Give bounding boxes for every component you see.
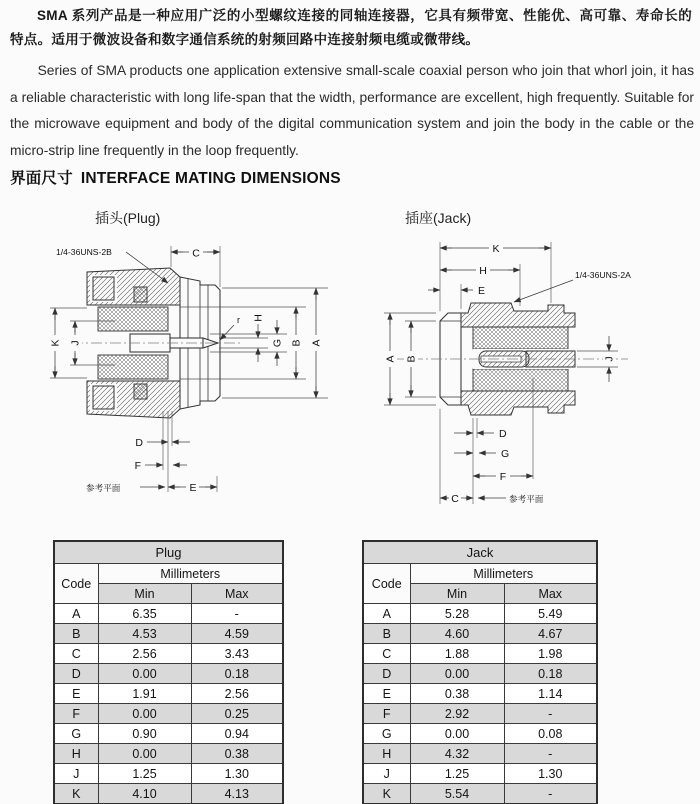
plug-thread-label: 1/4-36UNS-2B <box>56 247 112 257</box>
plug-dielectric-bottom <box>98 355 168 379</box>
cell-min: 1.91 <box>98 684 191 704</box>
cell-max: 0.25 <box>191 704 283 724</box>
jack-dielectric-top <box>473 327 568 349</box>
plug-gasket-bottom <box>134 384 147 399</box>
cell-max: 1.98 <box>504 644 597 664</box>
cell-code: K <box>363 784 410 804</box>
jack-table-max-header: Max <box>504 584 597 604</box>
plug-dim-letter-j: J <box>69 340 82 346</box>
cell-min: 2.56 <box>98 644 191 664</box>
plug-dim-letter-k: K <box>49 339 62 347</box>
cell-max: 4.13 <box>191 784 283 804</box>
table-row <box>54 604 283 624</box>
plug-dimension-table <box>53 540 284 804</box>
plug-table-min-header: Min <box>98 584 191 604</box>
cell-code: E <box>54 684 98 704</box>
cell-min: 0.00 <box>410 724 504 744</box>
cell-max: - <box>191 604 283 624</box>
cell-min: 0.00 <box>410 664 504 684</box>
cell-min: 1.88 <box>410 644 504 664</box>
plug-table-unit-header: Millimeters <box>98 564 283 584</box>
plug-dim-letter-d: D <box>135 437 143 449</box>
cell-code: D <box>363 664 410 684</box>
jack-dielectric-bottom <box>473 369 568 391</box>
plug-dim-letter-g: G <box>271 338 284 348</box>
jack-dim-letter-j: J <box>603 356 616 362</box>
table-row <box>54 724 283 744</box>
cell-min: 0.90 <box>98 724 191 744</box>
plug-dim-letter-c: C <box>192 247 200 260</box>
cell-max: - <box>504 704 597 724</box>
cell-code: H <box>363 744 410 764</box>
plug-ref-plane-label: 参考平面 <box>86 483 121 493</box>
cell-code: H <box>54 744 98 764</box>
cell-min: 0.00 <box>98 704 191 724</box>
section-heading-en: INTERFACE MATING DIMENSIONS <box>80 170 341 187</box>
table-row <box>363 644 597 664</box>
cell-max: 2.56 <box>191 684 283 704</box>
jack-dim-letter-b: B <box>405 355 418 363</box>
jack-table-min-header: Min <box>410 584 504 604</box>
jack-dim-letter-a: A <box>384 355 397 363</box>
cell-min: 1.25 <box>98 764 191 784</box>
table-row <box>363 724 597 744</box>
cell-code: E <box>363 684 410 704</box>
table-row <box>363 784 597 804</box>
jack-drawing <box>378 226 698 526</box>
table-row <box>54 624 283 644</box>
plug-dim-letter-a: A <box>310 339 323 347</box>
jack-table-code-header: Code <box>363 564 410 604</box>
jack-dim-letter-h: H <box>479 265 487 277</box>
plug-gasket-top <box>134 287 147 302</box>
plug-table-max-header: Max <box>191 584 283 604</box>
plug-knurl-block-bottom <box>93 386 114 409</box>
table-row <box>363 624 597 644</box>
plug-dim-letter-e: E <box>189 482 197 494</box>
cell-code: A <box>54 604 98 624</box>
cell-max: - <box>504 784 597 804</box>
cell-max: 1.30 <box>191 764 283 784</box>
section-heading <box>10 166 341 188</box>
jack-dim-letter-e: E <box>478 285 486 297</box>
cell-code: G <box>363 724 410 744</box>
cell-code: C <box>363 644 410 664</box>
plug-table-title: Plug <box>54 541 283 564</box>
cell-max: 3.43 <box>191 644 283 664</box>
cell-max: - <box>504 744 597 764</box>
jack-table-unit-header: Millimeters <box>410 564 597 584</box>
intro-paragraph-en: Series of SMA products one application extensive small-scale coaxial person who join that whorl join, it has a reliable characteristic with long life-span that the width, performance are excellent, high frequently. Suitable for the microwave equipment and body of the digital communication system and join the body in the cable or the micro-strip line frequently in the loop frequently. <box>10 63 694 158</box>
plug-dim-letter-b: B <box>290 339 303 347</box>
plug-dim-letter-h: H <box>252 314 265 322</box>
cell-max: 0.94 <box>191 724 283 744</box>
plug-figure-label: 插头(Plug) <box>95 210 161 226</box>
cell-code: J <box>54 764 98 784</box>
table-row <box>54 684 283 704</box>
cell-min: 5.28 <box>410 604 504 624</box>
cell-max: 4.67 <box>504 624 597 644</box>
table-row <box>363 764 597 784</box>
plug-table-code-header: Code <box>54 564 98 604</box>
table-row <box>363 604 597 624</box>
table-row <box>54 764 283 784</box>
intro-paragraph-cn: SMA 系列产品是一种应用广泛的小型螺纹连接的同轴连接器，它具有频带宽、性能优、高可靠、寿命长的特点。适用于微波设备和数字通信系统的射频回路中连接射频电缆或微带线。 <box>10 8 692 47</box>
cell-min: 4.32 <box>410 744 504 764</box>
jack-dim-letter-k: K <box>492 243 500 255</box>
cell-max: 0.18 <box>504 664 597 684</box>
cell-min: 4.10 <box>98 784 191 804</box>
plug-radius-label: r <box>237 315 240 325</box>
table-row <box>363 664 597 684</box>
cell-code: D <box>54 664 98 684</box>
cell-min: 4.53 <box>98 624 191 644</box>
table-row <box>54 744 283 764</box>
section-heading-cn: 界面尺寸 <box>10 170 73 187</box>
cell-min: 4.60 <box>410 624 504 644</box>
cell-max: 1.30 <box>504 764 597 784</box>
table-row <box>54 704 283 724</box>
cell-min: 5.54 <box>410 784 504 804</box>
cell-min: 6.35 <box>98 604 191 624</box>
jack-dim-letter-d: D <box>499 428 507 440</box>
jack-dim-letter-c: C <box>451 493 459 505</box>
plug-dielectric-top <box>98 307 168 331</box>
cell-code: J <box>363 764 410 784</box>
cell-max: 4.59 <box>191 624 283 644</box>
cell-code: F <box>54 704 98 724</box>
plug-knurl-block-top <box>93 277 114 300</box>
cell-code: A <box>363 604 410 624</box>
table-row <box>363 744 597 764</box>
cell-min: 0.38 <box>410 684 504 704</box>
jack-dim-letter-g: G <box>501 448 510 460</box>
table-row <box>54 664 283 684</box>
cell-min: 0.00 <box>98 744 191 764</box>
cell-code: K <box>54 784 98 804</box>
table-row <box>54 784 283 804</box>
table-row <box>363 704 597 724</box>
cell-code: B <box>54 624 98 644</box>
cell-max: 0.38 <box>191 744 283 764</box>
cell-min: 2.92 <box>410 704 504 724</box>
cell-min: 1.25 <box>410 764 504 784</box>
cell-max: 0.18 <box>191 664 283 684</box>
table-row <box>54 644 283 664</box>
cell-min: 0.00 <box>98 664 191 684</box>
jack-ref-plane-label: 参考平面 <box>509 494 544 504</box>
cell-max: 0.08 <box>504 724 597 744</box>
plug-drawing <box>30 230 350 520</box>
cell-code: C <box>54 644 98 664</box>
cell-max: 5.49 <box>504 604 597 624</box>
jack-dimension-table <box>362 540 598 804</box>
plug-table-body <box>54 604 283 804</box>
table-row <box>363 684 597 704</box>
jack-thread-label: 1/4-36UNS-2A <box>575 270 631 280</box>
jack-table-body <box>363 604 597 804</box>
jack-dim-letter-f: F <box>499 471 507 483</box>
cell-max: 1.14 <box>504 684 597 704</box>
jack-shell-top <box>461 303 575 327</box>
jack-table-title: Jack <box>363 541 597 564</box>
cell-code: G <box>54 724 98 744</box>
jack-shell-bottom <box>461 391 575 415</box>
cell-code: B <box>363 624 410 644</box>
plug-dim-letter-f: F <box>134 460 141 472</box>
jack-figure-label: 插座(Jack) <box>405 210 472 226</box>
cell-code: F <box>363 704 410 724</box>
